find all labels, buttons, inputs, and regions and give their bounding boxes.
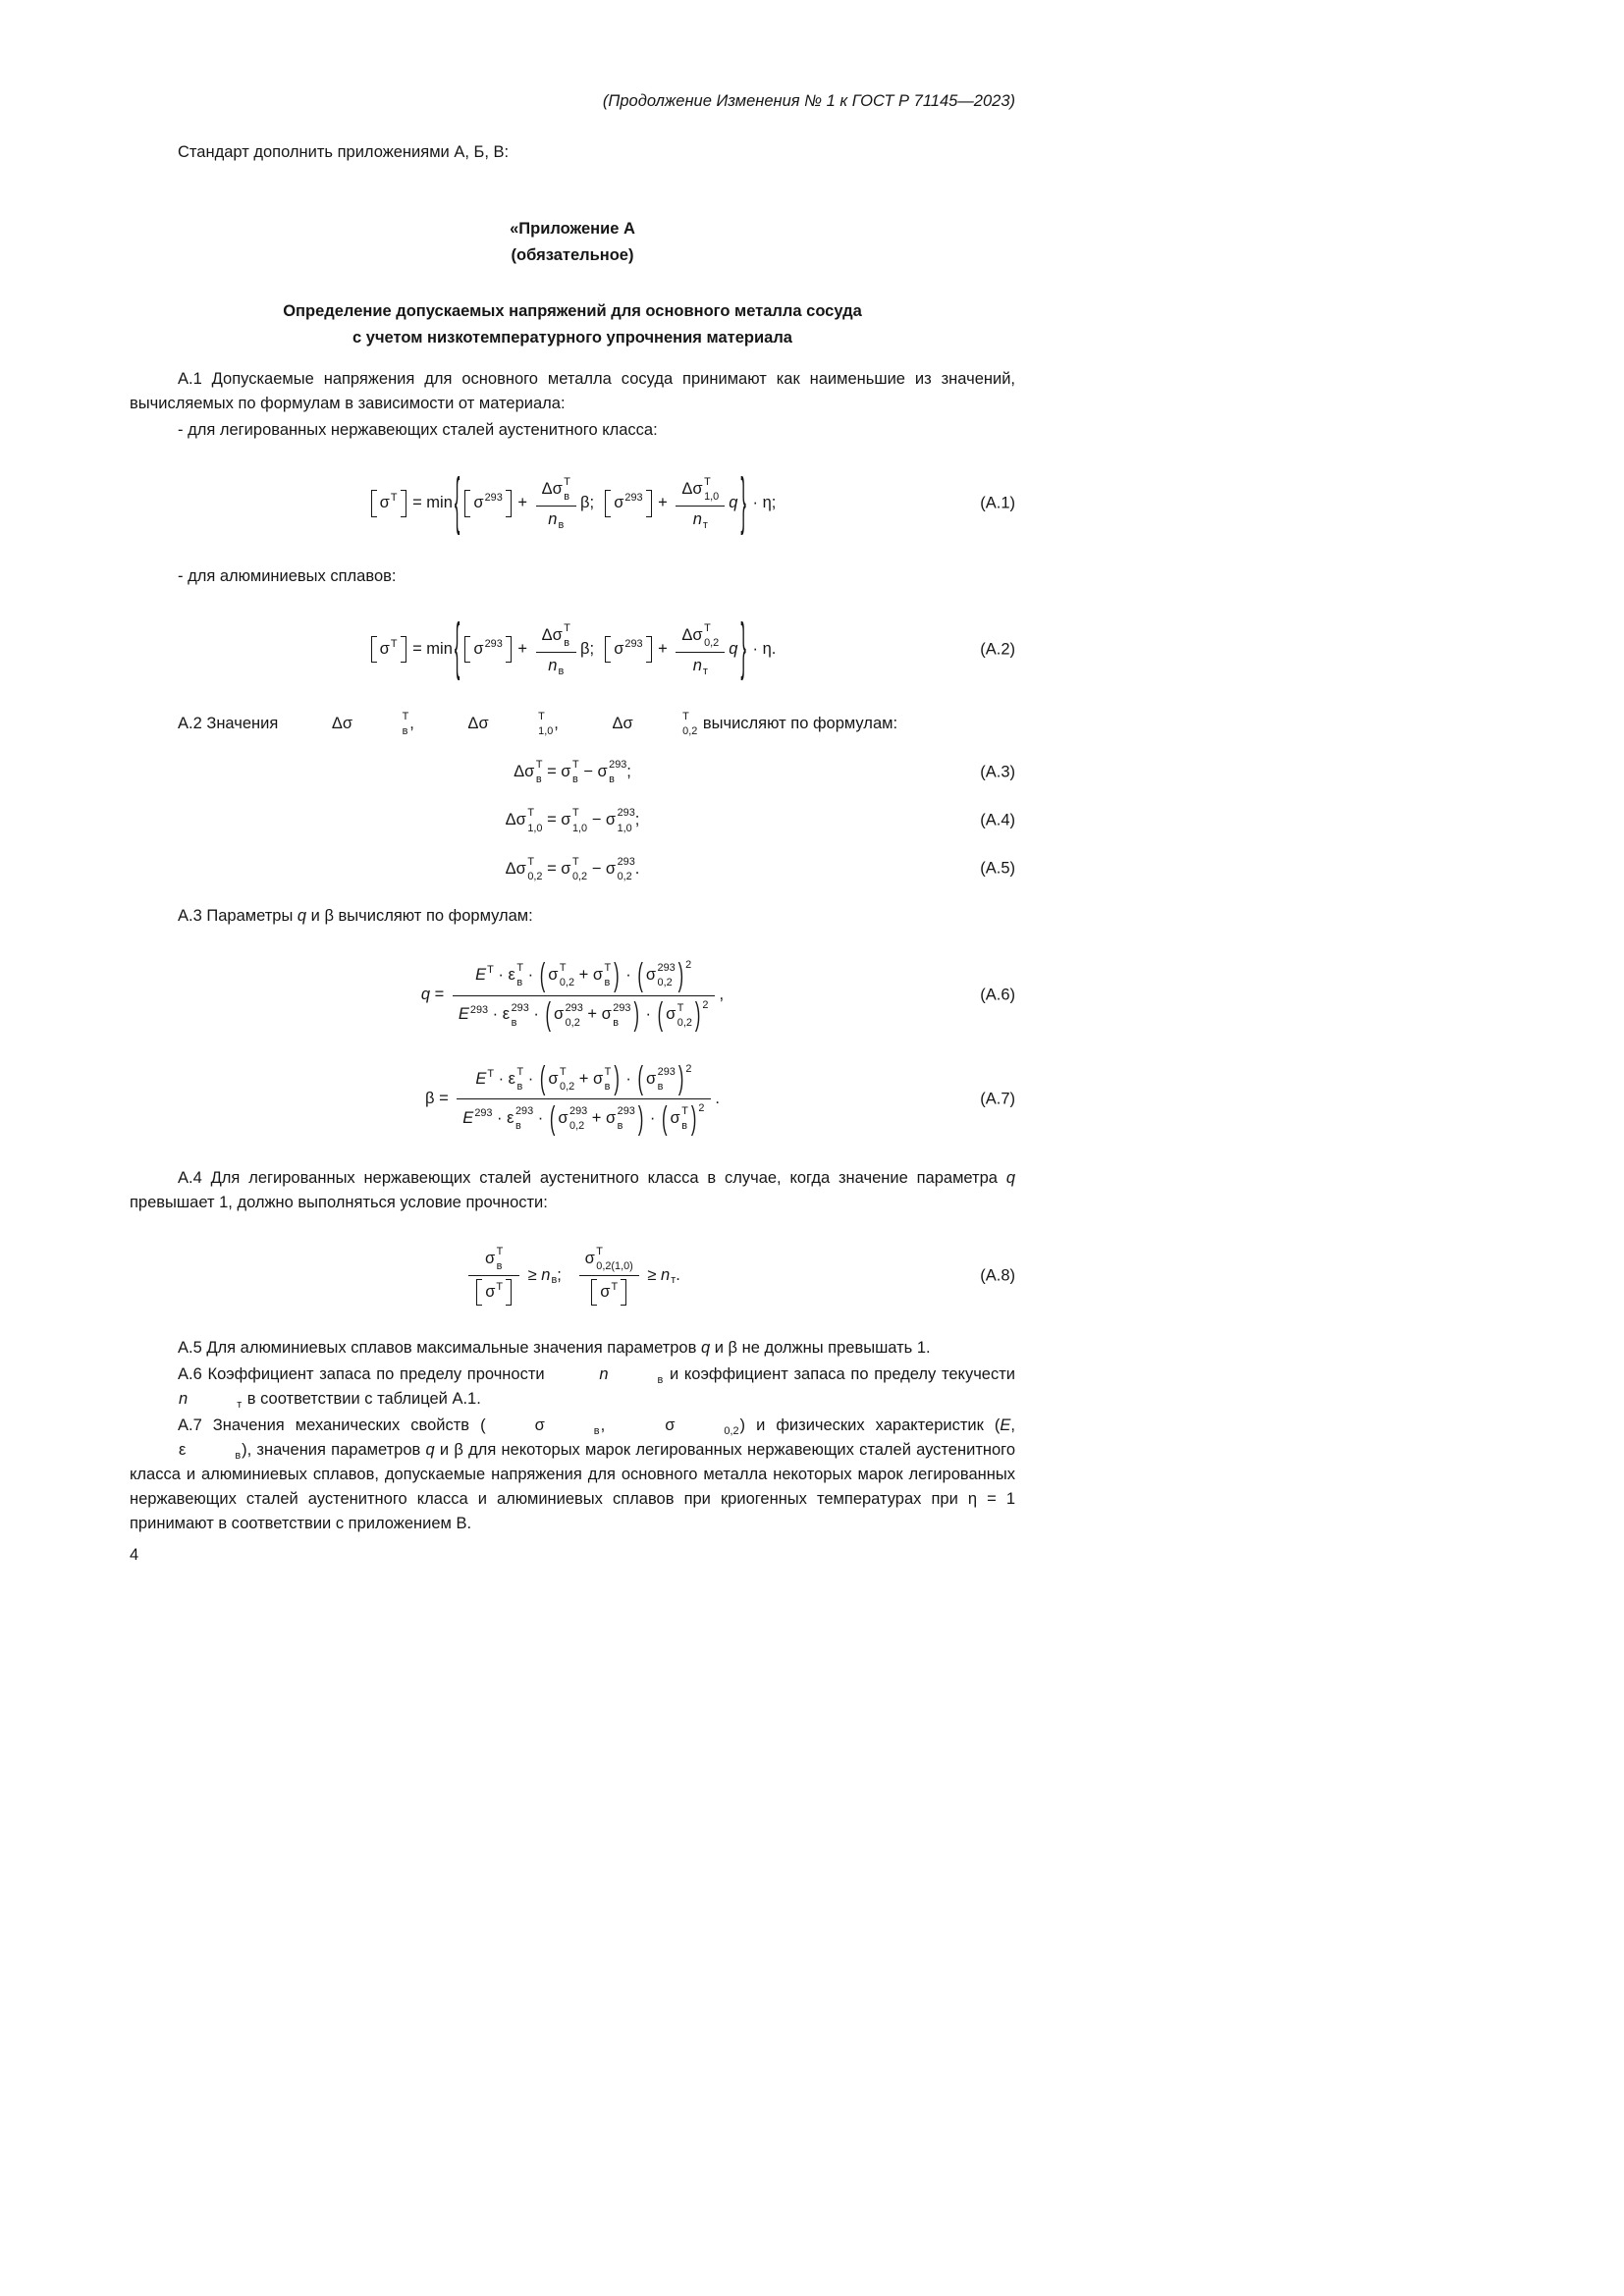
equation-label-a7: (А.7) bbox=[980, 1090, 1015, 1108]
math-symbol: ε в bbox=[179, 1441, 242, 1462]
math-symbol: ε 293 в bbox=[507, 1105, 534, 1133]
math-text: · bbox=[523, 966, 538, 985]
math-symbol: σ 293 0,2 bbox=[558, 1105, 588, 1133]
math-symbol: E T bbox=[475, 1068, 494, 1088]
math-group bbox=[463, 490, 512, 516]
right-delimiter: ) bbox=[633, 996, 639, 1033]
math-text: = min bbox=[407, 494, 453, 512]
math-text: + bbox=[653, 494, 673, 512]
math-symbol: Δσ T в bbox=[541, 476, 570, 504]
inline-math bbox=[131, 1389, 242, 1410]
list-item-aluminum: - для алюминиевых сплавов: bbox=[178, 566, 397, 585]
inline-math bbox=[419, 711, 553, 737]
math-symbol: σ T в bbox=[592, 1065, 612, 1094]
math-symbol: σ T 0,2 bbox=[666, 1001, 692, 1029]
math-symbol: q bbox=[729, 494, 738, 512]
math-text: · η; bbox=[747, 494, 777, 512]
math-exponent: 2 bbox=[685, 959, 692, 972]
math-symbol: σ 293 0,2 bbox=[553, 1001, 583, 1029]
math-symbol: n в bbox=[548, 657, 565, 677]
math-text: ; bbox=[557, 1265, 575, 1284]
math-symbol: Δσ T 0,2 bbox=[505, 855, 543, 882]
paragraph-a2: А.2 Значения Δσ T в , Δσ T 1,0 , Δσ T 0,2 вычисляют по формулам: bbox=[178, 710, 898, 737]
math-text: − bbox=[578, 762, 598, 780]
math-symbol: Δσ T в bbox=[541, 621, 570, 649]
math-symbol: E T bbox=[475, 964, 494, 985]
formula-block-a3 bbox=[130, 759, 1015, 785]
list-item-steels: - для легированных нержавеющих сталей аустенитного класса: bbox=[178, 421, 658, 439]
right-bracket bbox=[506, 490, 512, 516]
right-delimiter: } bbox=[740, 614, 746, 683]
inline-math bbox=[564, 711, 697, 737]
math-text: + bbox=[582, 1005, 602, 1024]
formula-block-a8 bbox=[130, 1245, 1015, 1308]
right-delimiter: ) bbox=[614, 957, 620, 993]
math-symbol: ε T в bbox=[508, 962, 524, 989]
math-text: = bbox=[434, 1090, 454, 1108]
math-symbol: σ 293 в bbox=[605, 1105, 635, 1133]
math-text: β; bbox=[579, 640, 604, 658]
math-text: · η. bbox=[747, 640, 777, 658]
math-text: . bbox=[715, 1090, 720, 1108]
math-symbol: σ T 1,0 bbox=[561, 807, 588, 834]
paragraph-a3: А.3 Параметры q и β вычисляют по формулам: bbox=[178, 907, 533, 926]
math-text: = bbox=[430, 986, 449, 1004]
math-fraction bbox=[453, 958, 716, 1033]
math-symbol: σ T в bbox=[670, 1105, 688, 1133]
left-bracket bbox=[591, 1279, 597, 1306]
inline-math bbox=[617, 1415, 738, 1436]
math-symbol: Δσ T 1,0 bbox=[505, 807, 543, 834]
math-text: = bbox=[542, 811, 562, 829]
math-text: ≥ bbox=[523, 1265, 542, 1284]
math-text: + bbox=[513, 494, 532, 512]
formula-a4 bbox=[506, 807, 640, 833]
left-bracket bbox=[371, 636, 377, 663]
math-fraction bbox=[676, 475, 725, 532]
left-delimiter: ( bbox=[657, 996, 664, 1033]
math-text: · bbox=[492, 1109, 508, 1128]
right-bracket bbox=[506, 636, 512, 663]
math-fraction bbox=[457, 1062, 711, 1137]
math-symbol: Δσ T в bbox=[331, 710, 409, 737]
right-delimiter: ) bbox=[690, 1100, 697, 1137]
math-symbol: q bbox=[420, 986, 431, 1004]
inline-math bbox=[131, 1440, 241, 1461]
equation-label-a2: (А.2) bbox=[980, 640, 1015, 659]
math-fraction bbox=[676, 621, 725, 678]
math-symbol: Δσ T 1,0 bbox=[681, 476, 720, 504]
formula-a6 bbox=[421, 958, 724, 1033]
math-group bbox=[539, 959, 621, 991]
right-delimiter: ) bbox=[637, 1100, 644, 1137]
math-symbol: σ 293 0,2 bbox=[605, 855, 635, 882]
left-delimiter: ( bbox=[539, 957, 546, 993]
math-group bbox=[539, 1060, 621, 1097]
math-symbol: σ 293 в bbox=[601, 1001, 631, 1029]
math-symbol: σ T в bbox=[561, 759, 579, 786]
math-group bbox=[475, 1279, 513, 1306]
math-text: , bbox=[719, 986, 725, 1004]
math-text: = bbox=[542, 859, 562, 878]
math-text: . bbox=[634, 859, 640, 878]
right-delimiter: ) bbox=[694, 996, 701, 1033]
math-text: ; bbox=[634, 811, 640, 829]
section-title-line1: Определение допускаемых напряжений для основного металла сосуда bbox=[283, 302, 862, 320]
appendix-title: «Приложение А bbox=[510, 220, 635, 238]
math-symbol: σ T 0,2 bbox=[548, 962, 574, 989]
right-bracket bbox=[646, 490, 652, 516]
math-text: = min bbox=[407, 640, 453, 658]
math-text: + bbox=[574, 1069, 593, 1088]
math-text: · bbox=[528, 1005, 544, 1024]
left-bracket bbox=[464, 490, 470, 516]
math-text: · bbox=[621, 966, 636, 985]
formula-block-a7 bbox=[130, 1062, 1015, 1137]
left-delimiter: { bbox=[454, 614, 460, 683]
math-symbol: q bbox=[729, 640, 738, 658]
math-fraction bbox=[536, 621, 576, 678]
math-text: + bbox=[574, 966, 593, 985]
math-symbol: β bbox=[424, 1090, 435, 1108]
math-group bbox=[544, 996, 640, 1033]
equation-label-a8: (А.8) bbox=[980, 1266, 1015, 1285]
equation-label-a3: (А.3) bbox=[980, 763, 1015, 781]
math-text: ; bbox=[626, 762, 631, 780]
math-text: β; bbox=[579, 494, 604, 512]
left-delimiter: ( bbox=[549, 1100, 556, 1137]
math-group bbox=[604, 490, 652, 516]
math-group bbox=[590, 1279, 627, 1306]
math-fraction bbox=[579, 1245, 639, 1308]
math-symbol: Δσ T в bbox=[514, 759, 543, 786]
math-text: − bbox=[587, 811, 606, 829]
left-bracket bbox=[371, 490, 377, 516]
left-bracket bbox=[464, 636, 470, 663]
formula-block-a2 bbox=[130, 614, 1015, 683]
left-delimiter: ( bbox=[662, 1100, 668, 1137]
math-text: · bbox=[493, 1069, 509, 1088]
equation-label-a1: (А.1) bbox=[980, 494, 1015, 512]
right-delimiter: ) bbox=[614, 1060, 620, 1097]
right-delimiter: } bbox=[740, 468, 746, 537]
math-symbol: ε 293 в bbox=[502, 1001, 529, 1029]
document-continuation-header: (Продолжение Изменения № 1 к ГОСТ Р 71145—2023) bbox=[602, 92, 1015, 110]
equation-label-a4: (А.4) bbox=[980, 811, 1015, 829]
math-text: · bbox=[645, 1109, 660, 1128]
math-symbol: σ 293 bbox=[614, 638, 643, 658]
math-symbol: σ 293 bbox=[473, 492, 503, 512]
math-symbol: n т bbox=[179, 1390, 243, 1411]
math-text: · bbox=[640, 1005, 656, 1024]
math-symbol: σ T bbox=[485, 1281, 504, 1301]
math-text: ≥ bbox=[642, 1265, 662, 1284]
left-bracket bbox=[605, 636, 611, 663]
formula-block-a1 bbox=[130, 468, 1015, 537]
math-group bbox=[636, 1060, 692, 1097]
math-text: · bbox=[523, 1069, 538, 1088]
math-symbol: E 293 bbox=[458, 1003, 489, 1024]
math-group bbox=[657, 996, 709, 1033]
left-delimiter: ( bbox=[637, 957, 643, 993]
left-delimiter: ( bbox=[545, 996, 551, 1033]
formula-a7 bbox=[425, 1062, 720, 1137]
math-text: · bbox=[533, 1109, 548, 1128]
math-symbol: n т bbox=[692, 510, 708, 531]
math-group bbox=[636, 959, 691, 991]
math-symbol: σ 293 bbox=[614, 492, 643, 512]
math-text: . bbox=[676, 1265, 680, 1284]
formula-block-a4 bbox=[130, 807, 1015, 833]
paragraph-a7: А.7 Значения механических свойств ( σ в , σ 0,2 ) и физических характеристик (E, ε в ), значения параметров q и β для некоторых марок легированных нержавеющих сталей аустенитного класса и алюминиевых сплавов, допускаемые напряжения для основного металла некоторых марок легированных нержавеющих сталей аустенитного класса и алюминиевых сплавов при криогенных температурах при η = 1 принимают в соответствии с приложением В. bbox=[130, 1416, 1015, 1533]
math-group bbox=[604, 636, 652, 663]
appendix-type: (обязательное) bbox=[511, 246, 634, 264]
math-symbol: Δσ T 0,2 bbox=[612, 710, 698, 737]
math-text: + bbox=[653, 640, 673, 658]
math-group bbox=[661, 1102, 704, 1135]
formula-block-a6 bbox=[130, 958, 1015, 1033]
intro-paragraph: Стандарт дополнить приложениями А, Б, В: bbox=[178, 143, 510, 161]
math-fraction bbox=[468, 1245, 519, 1308]
right-delimiter: ) bbox=[677, 1060, 684, 1097]
math-symbol: σ T в bbox=[592, 962, 612, 989]
paragraph-a6: А.6 Коэффициент запаса по пределу прочности n в и коэффициент запаса по пределу текучести n т в соответствии с таблицей А.1. bbox=[130, 1362, 1015, 1412]
math-text: · bbox=[621, 1069, 636, 1088]
math-symbol: Δσ T 0,2 bbox=[681, 621, 720, 649]
formula-a2 bbox=[369, 614, 777, 683]
math-symbol: σ 293 0,2 bbox=[645, 962, 676, 989]
section-title bbox=[130, 298, 1015, 351]
math-symbol: n в bbox=[548, 510, 565, 531]
right-bracket bbox=[401, 490, 406, 516]
right-delimiter: ) bbox=[677, 957, 684, 993]
paragraph-a4: А.4 Для легированных нержавеющих сталей аустенитного класса в случае, когда значение параметра q превышает 1, должно выполняться условие прочности: bbox=[130, 1168, 1015, 1211]
math-text: = bbox=[542, 762, 562, 780]
appendix-heading bbox=[130, 216, 1015, 269]
math-symbol: n т bbox=[661, 1265, 677, 1287]
right-bracket bbox=[646, 636, 652, 663]
math-group bbox=[463, 636, 512, 663]
left-bracket bbox=[476, 1279, 482, 1306]
math-text: · bbox=[488, 1005, 503, 1024]
formula-a8 bbox=[464, 1245, 680, 1308]
equation-label-a5: (А.5) bbox=[980, 859, 1015, 878]
math-symbol: σ T bbox=[379, 638, 398, 658]
equation-label-a6: (А.6) bbox=[980, 986, 1015, 1004]
math-symbol: E 293 bbox=[462, 1107, 493, 1128]
math-symbol: σ T 0,2 bbox=[548, 1065, 575, 1094]
inline-math bbox=[284, 711, 408, 737]
math-group bbox=[370, 636, 407, 663]
math-symbol: σ 293 в bbox=[645, 1065, 676, 1094]
inline-math bbox=[551, 1364, 663, 1385]
left-delimiter: { bbox=[454, 468, 460, 537]
page-content bbox=[130, 92, 1015, 1565]
right-bracket bbox=[401, 636, 406, 663]
math-symbol: σ 293 1,0 bbox=[605, 807, 635, 834]
math-text: + bbox=[587, 1109, 606, 1128]
math-symbol: σ 293 в bbox=[597, 759, 627, 786]
formula-a3 bbox=[514, 759, 631, 785]
formula-a1 bbox=[369, 468, 777, 537]
math-group bbox=[549, 1102, 645, 1135]
math-symbol: σ в bbox=[534, 1416, 600, 1437]
formula-block-a5 bbox=[130, 856, 1015, 882]
math-group bbox=[454, 468, 747, 537]
paragraph-a1: А.1 Допускаемые напряжения для основного металла сосуда принимают как наименьшие из значений, вычисляемых по формулам в зависимости от материала: bbox=[130, 370, 1015, 412]
section-title-line2: с учетом низкотемпературного упрочнения материала bbox=[352, 329, 792, 347]
math-text: − bbox=[587, 859, 606, 878]
math-text: + bbox=[513, 640, 532, 658]
math-exponent: 2 bbox=[702, 998, 709, 1011]
math-group bbox=[370, 490, 407, 516]
math-symbol: σ T в bbox=[484, 1245, 504, 1272]
math-symbol: n в bbox=[599, 1365, 664, 1386]
math-symbol: σ T 0,2 bbox=[561, 855, 588, 882]
math-symbol: σ T bbox=[379, 492, 398, 512]
math-symbol: n в bbox=[541, 1265, 558, 1287]
left-delimiter: ( bbox=[637, 1060, 643, 1097]
inline-math bbox=[487, 1415, 600, 1436]
left-bracket bbox=[605, 490, 611, 516]
math-symbol: σ 0,2 bbox=[665, 1416, 739, 1437]
right-bracket bbox=[621, 1279, 626, 1306]
left-delimiter: ( bbox=[539, 1060, 546, 1097]
math-symbol: n т bbox=[692, 657, 708, 677]
paragraph-a5: А.5 Для алюминиевых сплавов максимальные значения параметров q и β не должны превышать 1. bbox=[178, 1339, 931, 1358]
math-symbol: σ 293 bbox=[473, 638, 503, 658]
math-symbol: σ T bbox=[600, 1281, 619, 1301]
math-symbol: σ T 0,2(1,0) bbox=[584, 1245, 633, 1272]
math-symbol: ε T в bbox=[508, 1065, 524, 1094]
math-symbol: Δσ T 1,0 bbox=[467, 710, 554, 737]
page-number: 4 bbox=[130, 1546, 139, 1565]
right-bracket bbox=[506, 1279, 512, 1306]
formula-a5 bbox=[506, 856, 640, 882]
math-exponent: 2 bbox=[685, 1062, 692, 1075]
math-exponent: 2 bbox=[698, 1102, 705, 1115]
math-text: · bbox=[493, 966, 509, 985]
math-fraction bbox=[536, 475, 576, 532]
math-group bbox=[454, 614, 747, 683]
